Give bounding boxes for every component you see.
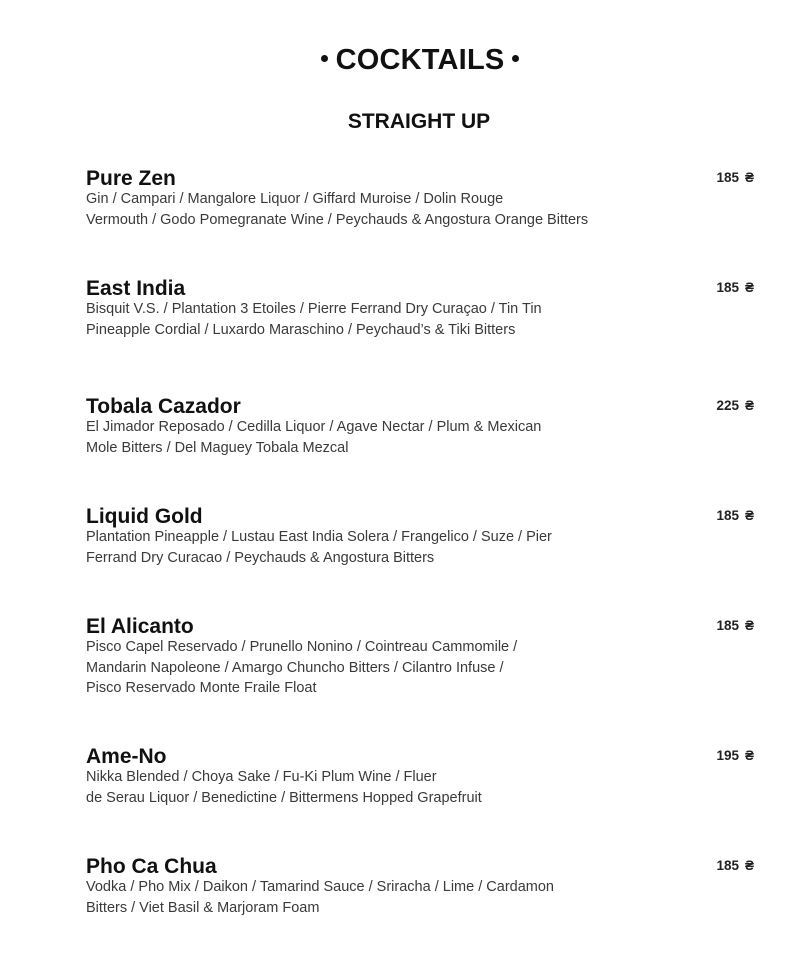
price-value: 185 xyxy=(716,280,739,295)
section-title: STRAIGHT UP xyxy=(347,110,491,133)
currency-symbol: ₴ xyxy=(744,280,754,295)
price-value: 185 xyxy=(716,508,739,523)
menu-item-el-alicanto xyxy=(86,615,758,699)
currency-symbol: ₴ xyxy=(744,398,754,413)
price-value: 225 xyxy=(716,398,739,413)
page-title-text: COCKTAILS xyxy=(335,44,505,76)
item-description: Nikka Blended / Choya Sake / Fu-Ki Plum Wine / Fluer de Serau Liquor / Benedictine / Bittermens Hopped Grapefruit xyxy=(86,769,482,806)
item-price xyxy=(716,170,754,185)
currency-symbol: ₴ xyxy=(744,858,754,873)
bullet-right xyxy=(512,55,519,62)
item-description: Gin / Campari / Mangalore Liquor / Giffard Muroise / Dolin Rouge Vermouth / Godo Pomegranate Wine / Peychauds & Angostura Orange Bitters xyxy=(86,191,589,228)
currency-symbol: ₴ xyxy=(744,748,754,763)
item-name: East India xyxy=(86,277,186,300)
item-name: Ame-No xyxy=(86,745,167,768)
item-price xyxy=(716,508,754,523)
item-price xyxy=(716,398,754,413)
price-value: 185 xyxy=(716,858,739,873)
currency-symbol: ₴ xyxy=(744,508,754,523)
currency-symbol: ₴ xyxy=(744,170,754,185)
item-name: Liquid Gold xyxy=(86,505,203,528)
price-value: 185 xyxy=(716,170,739,185)
item-price xyxy=(716,618,754,633)
item-price xyxy=(716,748,754,763)
menu-item-tobala-cazador xyxy=(86,395,758,458)
price-value: 195 xyxy=(716,748,739,763)
item-price xyxy=(716,280,754,295)
item-description: Plantation Pineapple / Lustau East India Solera / Frangelico / Suze / Pier Ferrand Dry Curacao / Peychauds & Angostura Bitters xyxy=(86,529,552,566)
item-name: Tobala Cazador xyxy=(86,395,241,418)
currency-symbol: ₴ xyxy=(744,618,754,633)
bullet-left xyxy=(321,55,328,62)
item-price xyxy=(716,858,754,873)
menu-item-liquid-gold xyxy=(86,505,758,568)
menu-item-pho-ca-chua xyxy=(86,855,758,918)
menu-item-pure-zen xyxy=(86,167,758,230)
menu-item-east-india xyxy=(86,277,758,340)
item-description: Pisco Capel Reservado / Prunello Nonino / Cointreau Cammomile / Mandarin Napoleone / Amargo Chuncho Bitters / Cilantro Infuse / Pisco Reservado Monte Fraile Float xyxy=(86,639,518,696)
page-title xyxy=(0,44,811,77)
item-description: Bisquit V.S. / Plantation 3 Etoiles / Pierre Ferrand Dry Curaçao / Tin Tin Pineapple Cordial / Luxardo Maraschino / Peychaud’s & Tiki Bitters xyxy=(86,301,542,338)
item-name: Pho Ca Chua xyxy=(86,855,217,878)
item-name: Pure Zen xyxy=(86,167,176,190)
item-name: El Alicanto xyxy=(86,615,194,638)
item-description: Vodka / Pho Mix / Daikon / Tamarind Sauce / Sriracha / Lime / Cardamon Bitters / Viet Basil & Marjoram Foam xyxy=(86,879,554,916)
menu-item-ame-no xyxy=(86,745,758,808)
price-value: 185 xyxy=(716,618,739,633)
item-description: El Jimador Reposado / Cedilla Liquor / Agave Nectar / Plum & Mexican Mole Bitters / Del Maguey Tobala Mezcal xyxy=(86,419,542,456)
